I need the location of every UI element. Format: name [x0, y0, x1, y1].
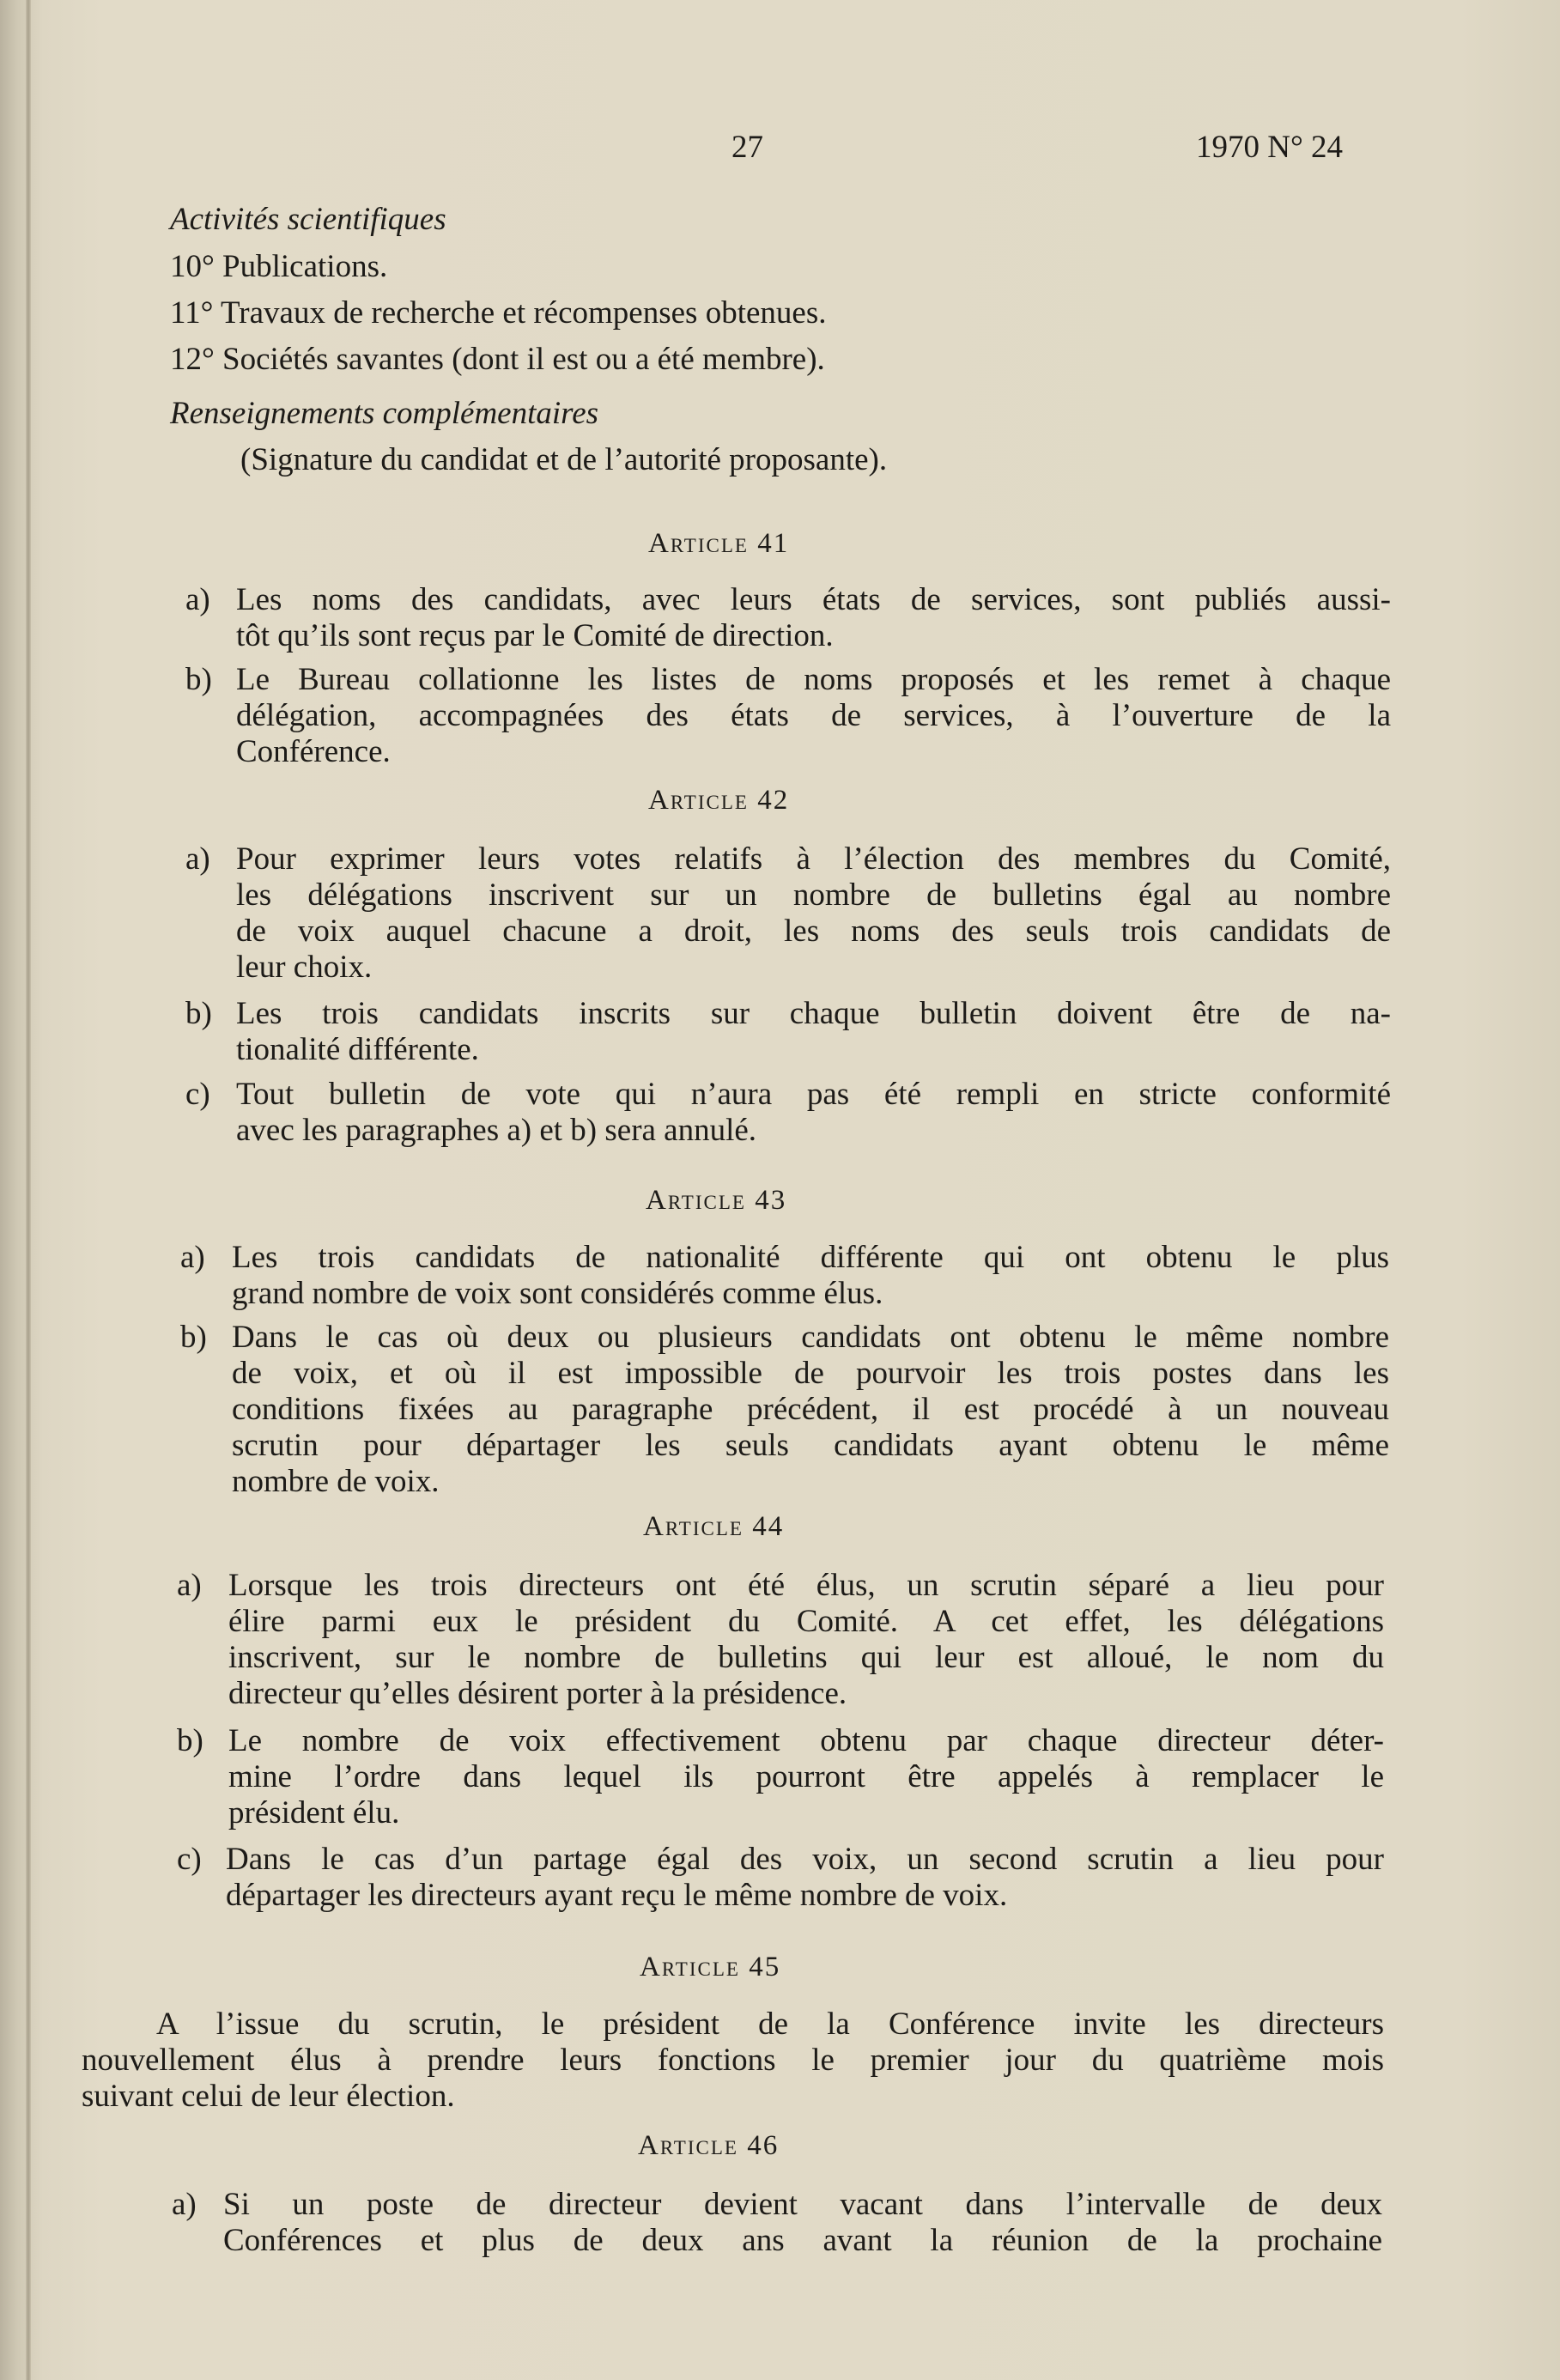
article-42-a-line: leur choix.: [236, 950, 373, 985]
article-46-a-line: Conférences et plus de deux ans avant la réunion de la prochaine: [223, 2223, 1382, 2258]
article-43-b-line: nombre de voix.: [232, 1464, 440, 1499]
list-item-research: 11° Travaux de recherche et récompenses obtenues.: [170, 295, 827, 331]
article-41-b-line: délégation, accompagnées des états de services, à l’ouverture de la: [236, 698, 1391, 733]
article-44-title: Article 44: [643, 1511, 785, 1542]
article-43-a-line: Les trois candidats de nationalité différente qui ont obtenu le plus: [232, 1240, 1389, 1275]
article-45-line: suivant celui de leur élection.: [82, 2079, 455, 2114]
article-45-line: A l’issue du scrutin, le président de la Conférence invite les directeurs: [156, 2007, 1384, 2042]
article-41-a-line: Les noms des candidats, avec leurs états de services, sont publiés aussi-: [236, 582, 1391, 617]
article-42-b-line: tionalité différente.: [236, 1032, 479, 1067]
article-44-b-line: mine l’ordre dans lequel ils pourront être appelés à remplacer le: [228, 1759, 1384, 1794]
article-44-b-line: président élu.: [228, 1795, 400, 1831]
article-41-a-line: tôt qu’ils sont reçus par le Comité de direction.: [236, 618, 834, 653]
article-43-b-line: scrutin pour départager les seuls candidats ayant obtenu le même: [232, 1428, 1389, 1463]
article-42-c-line: avec les paragraphes a) et b) sera annulé.: [236, 1113, 757, 1148]
article-41-b-label: b): [185, 662, 212, 697]
article-46-a-label: a): [172, 2187, 197, 2222]
article-45-line: nouvellement élus à prendre leurs fonctions le premier jour du quatrième mois: [82, 2043, 1384, 2078]
article-44-b-paragraph: [228, 1723, 1384, 1831]
article-44-a-line: élire parmi eux le président du Comité. A cet effet, les délégations: [228, 1604, 1384, 1639]
heading-complementary-info: Renseignements complémentaires: [170, 396, 599, 431]
article-44-a-line: directeur qu’elles désirent porter à la présidence.: [228, 1676, 847, 1711]
article-46-a-paragraph: [223, 2187, 1382, 2259]
article-42-title: Article 42: [648, 785, 790, 816]
article-44-c-line: départager les directeurs ayant reçu le même nombre de voix.: [226, 1878, 1008, 1913]
article-43-a-line: grand nombre de voix sont considérés comme élus.: [232, 1276, 883, 1311]
article-42-c-paragraph: [236, 1077, 1391, 1149]
article-44-a-paragraph: [228, 1568, 1384, 1712]
article-43-b-line: de voix, et où il est impossible de pourvoir les trois postes dans les: [232, 1356, 1389, 1391]
article-43-b-label: b): [180, 1320, 207, 1355]
article-44-a-line: Lorsque les trois directeurs ont été élus, un scrutin séparé a lieu pour: [228, 1568, 1384, 1603]
article-43-a-paragraph: [232, 1240, 1389, 1312]
article-45-paragraph: [82, 2007, 1384, 2115]
article-41-a-paragraph: [236, 582, 1391, 654]
article-43-b-line: Dans le cas où deux ou plusieurs candidats ont obtenu le même nombre: [232, 1320, 1389, 1355]
article-41-b-paragraph: [236, 662, 1391, 770]
article-42-a-label: a): [185, 841, 210, 877]
article-44-c-label: c): [177, 1842, 202, 1877]
article-41-b-line: Conférence.: [236, 734, 391, 769]
page-header: [0, 129, 1560, 172]
list-item-societies: 12° Sociétés savantes (dont il est ou a été membre).: [170, 342, 825, 377]
page-number: 27: [731, 130, 763, 165]
article-45-title: Article 45: [640, 1952, 781, 1982]
article-42-c-line: Tout bulletin de vote qui n’aura pas été rempli en stricte conformité: [236, 1077, 1391, 1112]
article-44-a-line: inscrivent, sur le nombre de bulletins qui leur est alloué, le nom du: [228, 1640, 1384, 1675]
article-42-a-paragraph: [236, 841, 1391, 986]
list-item-publications: 10° Publications.: [170, 249, 388, 284]
article-42-b-label: b): [185, 996, 212, 1031]
article-44-b-line: Le nombre de voix effectivement obtenu par chaque directeur déter-: [228, 1723, 1384, 1758]
article-42-b-line: Les trois candidats inscrits sur chaque bulletin doivent être de na-: [236, 996, 1391, 1031]
article-42-c-label: c): [185, 1077, 210, 1112]
article-44-c-line: Dans le cas d’un partage égal des voix, un second scrutin a lieu pour: [226, 1842, 1384, 1877]
document-reference: 1970 N° 24: [1196, 130, 1344, 165]
page-binding-edge: [26, 0, 31, 2380]
signature-line: (Signature du candidat et de l’autorité proposante).: [240, 442, 888, 477]
article-41-a-label: a): [185, 582, 210, 617]
article-42-a-line: Pour exprimer leurs votes relatifs à l’élection des membres du Comité,: [236, 841, 1391, 877]
article-43-a-label: a): [180, 1240, 205, 1275]
heading-scientific-activities: Activités scientifiques: [170, 202, 446, 237]
article-41-b-line: Le Bureau collationne les listes de noms proposés et les remet à chaque: [236, 662, 1391, 697]
article-44-a-label: a): [177, 1568, 202, 1603]
article-41-title: Article 41: [648, 528, 790, 559]
article-42-b-paragraph: [236, 996, 1391, 1068]
article-44-c-paragraph: [226, 1842, 1384, 1914]
article-44-b-label: b): [177, 1723, 203, 1758]
article-42-a-line: de voix auquel chacune a droit, les noms des seuls trois candidats de: [236, 914, 1391, 949]
article-43-b-paragraph: [232, 1320, 1389, 1500]
article-43-title: Article 43: [646, 1185, 787, 1216]
article-43-b-line: conditions fixées au paragraphe précédent, il est procédé à un nouveau: [232, 1392, 1389, 1427]
article-42-a-line: les délégations inscrivent sur un nombre de bulletins égal au nombre: [236, 877, 1391, 913]
article-46-a-line: Si un poste de directeur devient vacant dans l’intervalle de deux: [223, 2187, 1382, 2222]
article-46-title: Article 46: [638, 2130, 780, 2161]
